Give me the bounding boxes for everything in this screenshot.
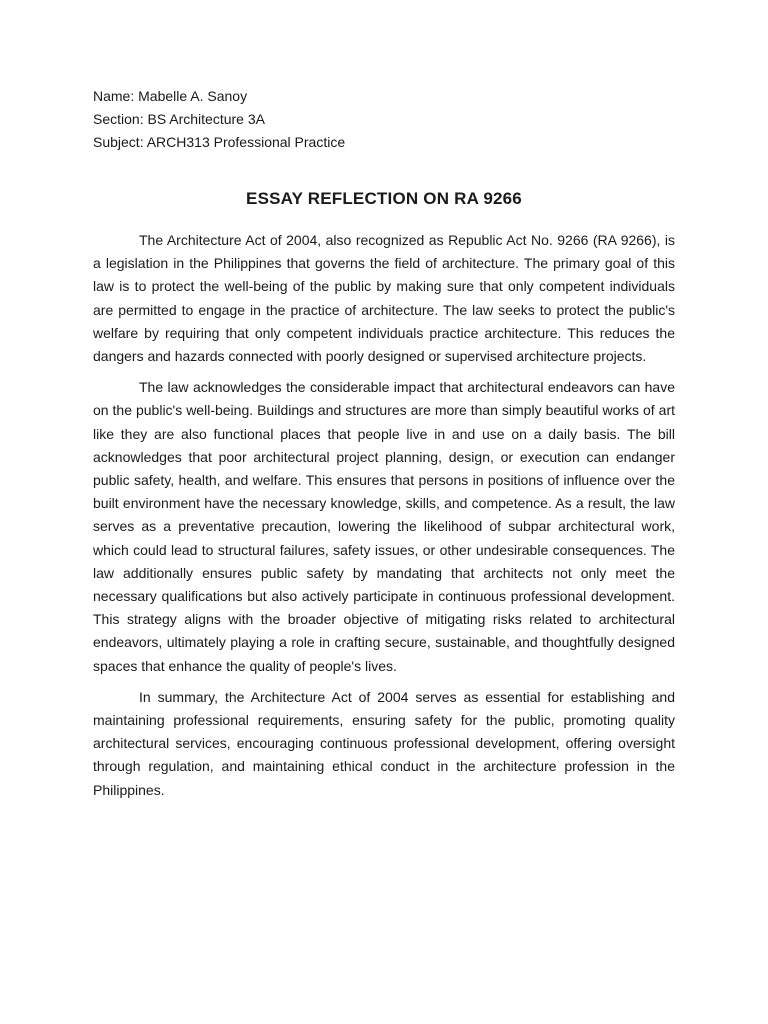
student-subject: Subject: ARCH313 Professional Practice <box>93 134 346 150</box>
essay-paragraph-3: In summary, the Architecture Act of 2004 serves as essential for establishing and maintaining professional requirements, ensuring safety for the public, promoting quality architectural services, encouraging continuous professional development, offering oversight through regulation, and maintaining ethical conduct in the architecture profession in the Philippines. <box>93 688 675 798</box>
student-name: Name: Mabelle A. Sanoy <box>93 88 248 104</box>
essay-paragraph-1: The Architecture Act of 2004, also recognized as Republic Act No. 9266 (RA 9266), is a legislation in the Philippines that governs the field of architecture. The primary goal of this law is to protect the well-being of the public by making sure that only competent individuals are permitted to engage in the practice of architecture. The law seeks to protect the public's welfare by requiring that only competent individuals practice architecture. This reduces the dangers and hazards connected with poorly designed or supervised architecture projects. <box>93 232 675 365</box>
student-section: Section: BS Architecture 3A <box>93 111 265 127</box>
essay-title: ESSAY REFLECTION ON RA 9266 <box>246 189 522 208</box>
essay-paragraph-2: The law acknowledges the considerable impact that architectural endeavors can have on the public's well-being. Buildings and structures are more than simply beautiful works of art like they are also functional places that people live in and use on a daily basis. The bill acknowledges that poor architectural project planning, design, or execution can endanger public safety, health, and welfare. This ensures that persons in positions of influence over the built environment have the necessary knowledge, skills, and competence. As a result, the law serves as a preventative precaution, lowering the likelihood of subpar architectural work, which could lead to structural failures, safety issues, or other undesirable consequences. The law additionally ensures public safety by mandating that architects not only meet the necessary qualifications but also actively participate in continuous professional development. This strategy aligns with the broader objective of mitigating risks related to architectural endeavors, ultimately playing a role in crafting secure, sustainable, and thoughtfully designed spaces that enhance the quality of people's lives. <box>93 379 675 674</box>
student-info-block <box>93 85 673 154</box>
essay-body <box>93 229 675 810</box>
